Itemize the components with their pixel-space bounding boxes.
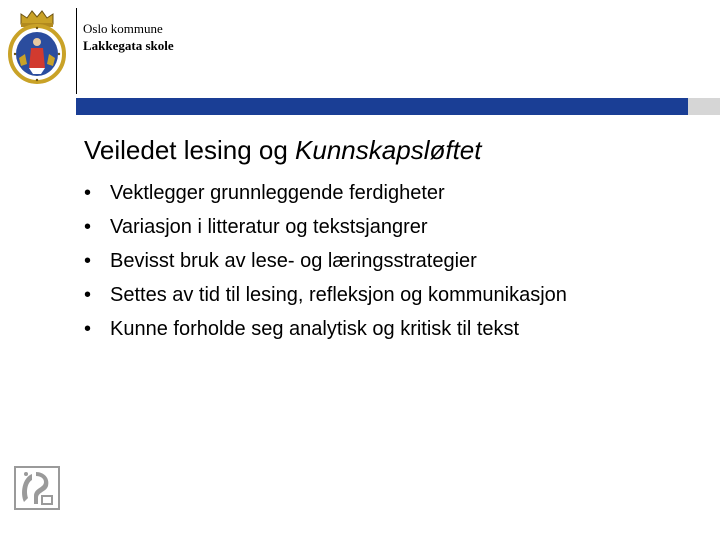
oslo-coat-of-arms-icon xyxy=(7,8,67,84)
bullet-text: Kunne forholde seg analytisk og kritisk til tekst xyxy=(110,318,520,340)
slide-title-emphasis: Kunnskapsløftet xyxy=(295,135,482,165)
org-name: Oslo kommune xyxy=(83,21,163,36)
bullet-text: Bevisst bruk av lese- og læringsstrategier xyxy=(110,250,477,272)
list-item xyxy=(84,312,567,346)
banner-bar xyxy=(76,98,688,115)
bullet-dot: • xyxy=(84,284,92,306)
bullet-dot: • xyxy=(84,216,92,238)
slide-title xyxy=(84,134,481,166)
list-item xyxy=(84,176,567,210)
bullet-dot: • xyxy=(84,250,92,272)
school-name: Lakkegata skole xyxy=(83,38,174,53)
bullet-dot: • xyxy=(84,182,92,204)
bullet-list xyxy=(84,176,567,346)
banner-end-block xyxy=(688,98,720,115)
organization-block xyxy=(83,20,174,54)
bullet-dot: • xyxy=(84,318,92,340)
list-item xyxy=(84,278,567,312)
list-item xyxy=(84,210,567,244)
list-item xyxy=(84,244,567,278)
bullet-text: Vektlegger grunnleggende ferdigheter xyxy=(110,182,445,204)
oslo-emblem-outline-icon xyxy=(14,466,60,510)
bullet-text: Settes av tid til lesing, refleksjon og kommunikasjon xyxy=(110,284,567,306)
header-divider xyxy=(76,8,77,94)
slide-title-text: Veiledet lesing og xyxy=(84,135,296,165)
bullet-text: Variasjon i litteratur og tekstsjangrer xyxy=(110,216,428,238)
